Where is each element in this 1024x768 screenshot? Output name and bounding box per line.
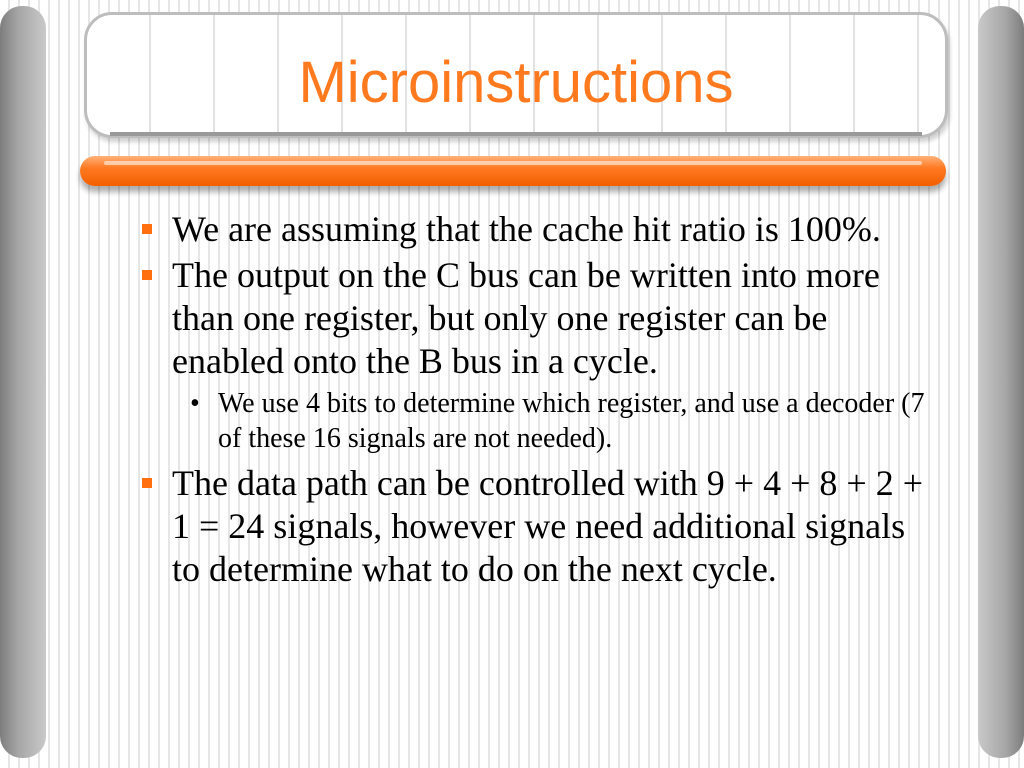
accent-bar [80,156,946,186]
square-bullet-icon [142,478,152,488]
slide-content [140,208,930,594]
square-bullet-icon [142,224,152,234]
slide-title: Microinstructions [298,50,734,115]
bullet-item [140,462,930,591]
sub-bullet-item [140,386,930,456]
accent-bar-highlight [104,161,922,165]
left-decorative-bar [0,6,46,758]
bullet-text: The data path can be controlled with 9 + 4 + 8 + 2 + 1 = 24 signals, however we need additional signals to determine what to do on the next cycle. [172,463,924,589]
sub-bullet-text: We use 4 bits to determine which register, and use a decoder (7 of these 16 signals are not needed). [218,388,925,454]
bullet-text: We are assuming that the cache hit ratio is 100%. [172,209,881,249]
square-bullet-icon [142,270,152,280]
dot-bullet-icon: • [190,388,200,419]
title-underline [110,132,922,136]
bullet-item [140,254,930,383]
right-decorative-bar [978,6,1024,758]
bullet-item [140,208,930,251]
bullet-text: The output on the C bus can be written into more than one register, but only one register can be enabled onto the B bus in a cycle. [172,255,880,381]
